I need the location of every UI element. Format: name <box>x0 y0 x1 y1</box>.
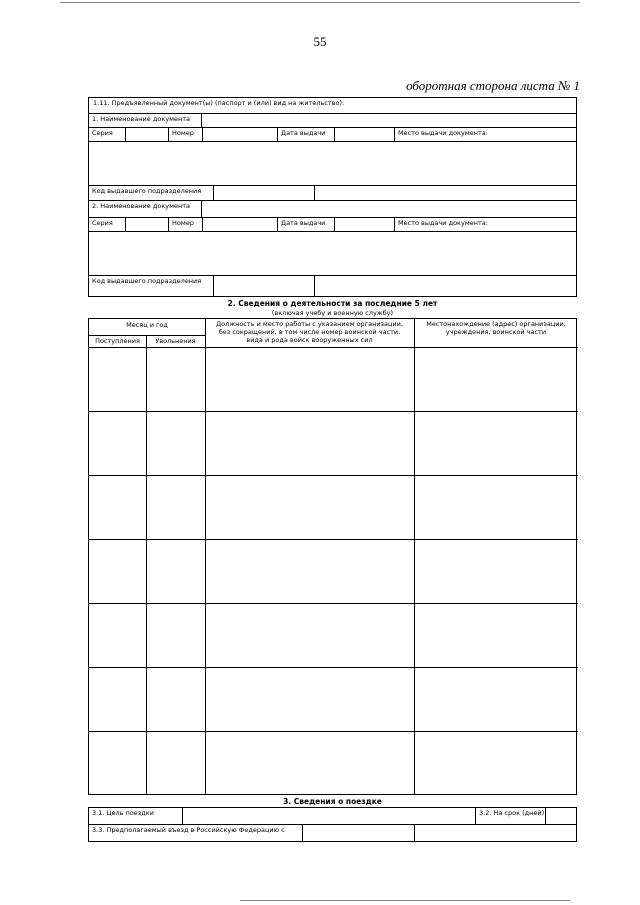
trip-purpose-field[interactable] <box>183 808 476 824</box>
row-line-5 <box>89 667 578 668</box>
doc1-title-label: 1. Наименование документа <box>89 114 202 127</box>
col-divider-1 <box>146 335 147 795</box>
col-divider-2 <box>205 319 206 795</box>
page-number: 55 <box>313 34 327 49</box>
doc1-title-field[interactable] <box>202 114 576 127</box>
trip-entry-label: 3.3. Предполагаемый въезд в Российскую Федерацию с <box>89 825 303 841</box>
activity-subtitle: (включая учебу и военную службу) <box>271 309 394 317</box>
documents-table <box>88 97 577 297</box>
doc2-issuer-code-label: Код выдавшего подразделения <box>89 276 214 296</box>
doc1-number-label: Номер <box>169 128 203 141</box>
doc1-series-field[interactable] <box>126 128 169 141</box>
doc1-number-field[interactable] <box>203 128 278 141</box>
col-position: Должность и место работы с указанием организации, без сокращений, в том числе номер воинской части, вида и рода войск вооруженных сил <box>216 320 403 344</box>
trip-entry-field[interactable] <box>303 825 415 841</box>
row-line-2 <box>89 475 578 476</box>
col-divider-3 <box>414 319 415 795</box>
trip-duration-field[interactable] <box>546 808 576 824</box>
doc2-code-row <box>89 276 576 296</box>
col-month-year: Месяц и год <box>126 321 168 329</box>
doc2-number-field[interactable] <box>203 218 278 231</box>
doc2-issuer-code-field[interactable] <box>214 276 315 296</box>
scan-top-edge <box>60 2 580 3</box>
doc1-issue-place-field[interactable] <box>89 142 576 186</box>
row-line-3 <box>89 539 578 540</box>
doc1-issuer-code-field[interactable] <box>214 186 315 200</box>
doc1-series-label: Серия <box>89 128 126 141</box>
col-start: Поступления <box>95 337 140 345</box>
scan-bottom-edge <box>240 900 570 901</box>
doc2-issue-date-label: Дата выдачи <box>278 218 335 231</box>
trip-table <box>88 807 577 842</box>
row-line-6 <box>89 731 578 732</box>
trip-purpose-row <box>89 808 576 825</box>
trip-purpose-label: 3.1. Цель поездки <box>89 808 183 824</box>
doc1-issue-date-field[interactable] <box>335 128 395 141</box>
doc2-number-label: Номер <box>169 218 203 231</box>
doc2-code-blank <box>315 276 576 296</box>
doc2-title-label: 2. Наименование документа <box>89 201 202 217</box>
doc2-series-label: Серия <box>89 218 126 231</box>
trip-entry-row <box>89 825 576 841</box>
sheet-caption: оборотная сторона листа № 1 <box>406 78 580 93</box>
doc2-issue-place-label: Место выдачи документа: <box>398 219 488 227</box>
doc1-issue-date-label: Дата выдачи <box>278 128 335 141</box>
trip-title: 3. Сведения о поездке <box>283 797 382 806</box>
doc2-series-field[interactable] <box>126 218 169 231</box>
doc2-issue-place-field[interactable] <box>89 232 576 276</box>
doc2-issue-date-field[interactable] <box>335 218 395 231</box>
doc1-code-row <box>89 186 576 201</box>
doc1-issue-place-label: Место выдачи документа: <box>398 129 488 137</box>
header-bottom-line <box>89 347 578 348</box>
documents-heading-row <box>89 98 576 114</box>
doc1-issuer-code-label: Код выдавшего подразделения <box>89 186 214 200</box>
activity-title: 2. Сведения о деятельности за последние 5 лет <box>227 299 438 308</box>
doc1-details-row <box>89 128 576 142</box>
trip-duration-label: 3.2. На срок (дней) <box>476 808 546 824</box>
doc1-title-row <box>89 114 576 128</box>
doc1-code-blank <box>315 186 576 200</box>
doc2-details-row <box>89 218 576 232</box>
col-location: Местонахождение (адрес) организации, учреждения, воинской части <box>426 320 566 336</box>
row-line-1 <box>89 411 578 412</box>
doc2-title-field[interactable] <box>202 201 576 217</box>
row-line-4 <box>89 603 578 604</box>
header-split-line <box>89 335 205 336</box>
documents-heading: 1.11. Предъявленный документ(ы) (паспорт и (или) вид на жительство): <box>93 99 345 107</box>
activity-table <box>88 318 577 795</box>
doc2-title-row <box>89 201 576 218</box>
col-end: Увольнения <box>155 337 196 345</box>
